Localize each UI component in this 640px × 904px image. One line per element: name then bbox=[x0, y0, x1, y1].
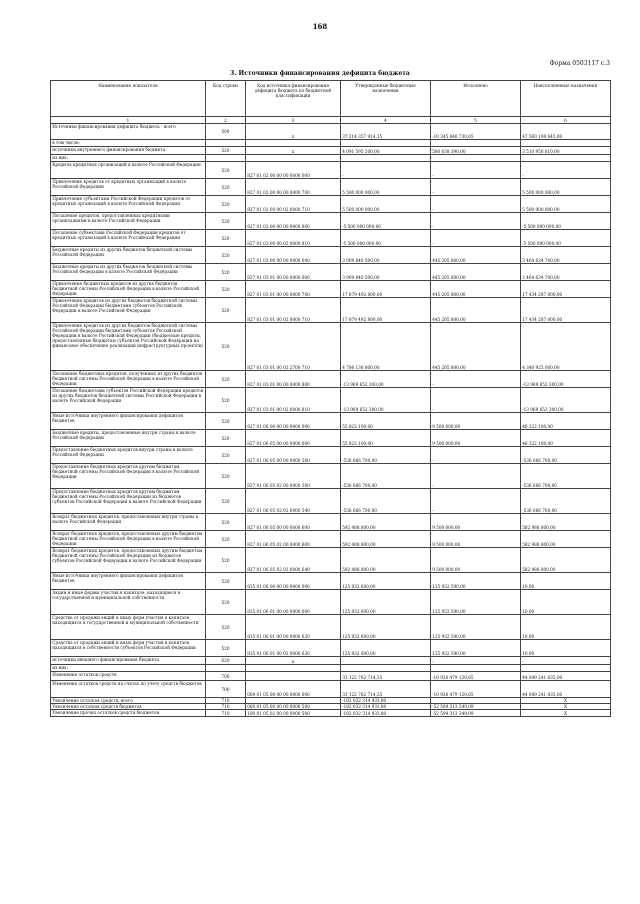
row-name: Предоставление бюджетных кредитов другим бюджетам бюджетной системы Российской Федерации из бюджетов субъектов Российской Федерации в валюте Российской Федерации bbox=[51, 489, 206, 514]
row-approved: 592 488 800,00 bbox=[341, 514, 431, 531]
row-approved bbox=[341, 155, 431, 162]
row-executed: - bbox=[431, 388, 521, 413]
row-unexecuted: 582 988 800,00 bbox=[521, 531, 611, 548]
row-executed bbox=[431, 665, 521, 672]
table-row bbox=[51, 447, 611, 464]
row-approved: 17 879 492 800,00 bbox=[341, 298, 431, 323]
row-unexecuted: -536 666 700,00 bbox=[521, 489, 611, 514]
row-code: 520 bbox=[206, 179, 246, 196]
row-name: Средства от продажи акций и иных форм участия в капитале, находящихся в государственной и муниципальной собственности bbox=[51, 615, 206, 640]
row-name: из них: bbox=[51, 665, 206, 672]
row-unexecuted: 5 500 000 000,00 bbox=[521, 179, 611, 196]
row-approved: -5 500 000 000,00 bbox=[341, 230, 431, 247]
row-executed: 445 205 800,00 bbox=[431, 264, 521, 281]
row-code: 520 bbox=[206, 281, 246, 298]
row-approved: 5 500 000 000,00 bbox=[341, 196, 431, 213]
row-classification: 827 01 03 01 00 02 0000 810 bbox=[246, 388, 341, 413]
row-executed: - bbox=[431, 179, 521, 196]
page-number: 168 bbox=[312, 22, 328, 31]
table-row bbox=[51, 681, 611, 698]
row-approved: -182 032 314 933,80 bbox=[341, 698, 431, 704]
row-approved: 125 932 600,00 bbox=[341, 590, 431, 615]
row-executed: -52 599 313 349,09 bbox=[431, 710, 521, 717]
row-name: Погашение кредитов, предоставленных кредитными организациями в валюте Российской Федерации bbox=[51, 213, 206, 230]
table-row bbox=[51, 155, 611, 162]
row-approved bbox=[341, 665, 431, 672]
row-code: 710 bbox=[206, 698, 246, 704]
row-approved: 33 122 762 714,35 bbox=[341, 672, 431, 681]
table-row bbox=[51, 590, 611, 615]
row-executed: - bbox=[431, 464, 521, 489]
row-approved: -13 969 652 300,00 bbox=[341, 371, 431, 388]
row-unexecuted: 10,00 bbox=[521, 615, 611, 640]
row-classification: x bbox=[246, 124, 341, 140]
row-classification: 835 01 06 01 00 00 0000 630 bbox=[246, 615, 341, 640]
row-classification bbox=[246, 140, 341, 147]
table-row bbox=[51, 615, 611, 640]
table-row bbox=[51, 264, 611, 281]
row-approved: 5 500 000 000,00 bbox=[341, 179, 431, 196]
row-executed: -52 599 313 349,09 bbox=[431, 704, 521, 710]
row-unexecuted: 4 340 925 000,00 bbox=[521, 323, 611, 371]
row-approved: -182 032 314 933,80 bbox=[341, 710, 431, 717]
col-number: 5 bbox=[431, 117, 521, 124]
col-header-classification: Код источника финансирования дефицита бюджета по бюджетной классификации bbox=[246, 81, 341, 117]
table-row bbox=[51, 140, 611, 147]
row-code: 520 bbox=[206, 531, 246, 548]
row-unexecuted: X bbox=[521, 704, 611, 710]
row-name: из них: bbox=[51, 155, 206, 162]
table-row bbox=[51, 710, 611, 717]
row-unexecuted: 46 322 100,00 bbox=[521, 430, 611, 447]
row-executed: - bbox=[431, 162, 521, 179]
row-classification: 827 01 06 05 02 02 0000 640 bbox=[246, 548, 341, 573]
row-name: источники внутреннего финансирования бюджета bbox=[51, 147, 206, 155]
row-classification bbox=[246, 665, 341, 672]
section-title: 3. Источники финансирования дефицита бюджета bbox=[230, 70, 410, 77]
row-code: 520 bbox=[206, 548, 246, 573]
row-unexecuted: 46 322 100,00 bbox=[521, 413, 611, 430]
table-row bbox=[51, 147, 611, 155]
row-approved: -13 969 652 300,00 bbox=[341, 388, 431, 413]
row-unexecuted bbox=[521, 140, 611, 147]
table-row bbox=[51, 323, 611, 371]
row-approved bbox=[341, 140, 431, 147]
row-name: Привлечение кредитов от кредитных организаций в валюте Российской Федерации bbox=[51, 179, 206, 196]
row-executed: - bbox=[431, 213, 521, 230]
row-classification: 827 01 03 01 00 00 0000 000 bbox=[246, 264, 341, 281]
column-number-row bbox=[51, 117, 611, 124]
row-code bbox=[206, 155, 246, 162]
row-classification: 827 01 03 01 00 02 2700 710 bbox=[246, 323, 341, 371]
row-approved: 55 822 100,00 bbox=[341, 430, 431, 447]
row-name: Бюджетные кредиты из других бюджетов бюджетной системы Российской Федерации в валюте Российской Федерации bbox=[51, 264, 206, 281]
row-code: 520 bbox=[206, 298, 246, 323]
row-executed: 125 932 590,00 bbox=[431, 615, 521, 640]
row-classification: 835 01 06 01 00 00 0000 000 bbox=[246, 590, 341, 615]
row-code: 520 bbox=[206, 247, 246, 264]
col-header-unexecuted: Неисполненные назначения bbox=[521, 81, 611, 117]
row-code: 520 bbox=[206, 323, 246, 371]
row-code bbox=[206, 665, 246, 672]
table-row bbox=[51, 531, 611, 548]
row-name: Акции и иные формы участия в капитале, находящиеся в государственной и муниципальной собственности bbox=[51, 590, 206, 615]
row-executed bbox=[431, 140, 521, 147]
table-row bbox=[51, 124, 611, 140]
row-name: Увеличение прочих остатков средств бюджетов bbox=[51, 710, 206, 717]
col-number: 1 bbox=[51, 117, 206, 124]
row-code: 520 bbox=[206, 230, 246, 247]
row-classification: 827 01 06 05 00 00 0000 600 bbox=[246, 514, 341, 531]
row-executed: -10 926 479 120,65 bbox=[431, 672, 521, 681]
row-code: 520 bbox=[206, 514, 246, 531]
row-executed: 445 205 800,00 bbox=[431, 323, 521, 371]
row-classification: 827 01 06 05 02 00 0000 600 bbox=[246, 531, 341, 548]
row-approved: 3 909 840 500,00 bbox=[341, 247, 431, 264]
row-classification: 827 01 06 05 02 00 0000 500 bbox=[246, 464, 341, 489]
row-approved: 37 214 357 914,35 bbox=[341, 124, 431, 140]
row-code: 520 bbox=[206, 640, 246, 657]
row-name: Погашение субъектами Российской Федерации кредитов от кредитных организаций в валюте Российской Федерации bbox=[51, 230, 206, 247]
table-row bbox=[51, 640, 611, 657]
row-executed: 445 205 800,00 bbox=[431, 247, 521, 264]
row-code: 520 bbox=[206, 615, 246, 640]
table-row bbox=[51, 298, 611, 323]
row-unexecuted: 10,00 bbox=[521, 590, 611, 615]
row-executed: 125 932 590,00 bbox=[431, 640, 521, 657]
row-unexecuted bbox=[521, 155, 611, 162]
table-body bbox=[51, 124, 611, 717]
row-name: Изменение остатков средств на счетах по учету средств бюджетов bbox=[51, 681, 206, 698]
row-executed: 9 500 000,00 bbox=[431, 514, 521, 531]
table-header bbox=[51, 81, 611, 117]
row-unexecuted: 10,00 bbox=[521, 573, 611, 590]
row-classification: 827 01 03 00 00 00 0000 000 bbox=[246, 247, 341, 264]
col-header-code: Код строки bbox=[206, 81, 246, 117]
row-unexecuted: 10,00 bbox=[521, 640, 611, 657]
table-row bbox=[51, 464, 611, 489]
row-approved: 592 488 800,00 bbox=[341, 548, 431, 573]
row-name: Бюджетные кредиты из других бюджетов бюджетной системы Российской Федерации bbox=[51, 247, 206, 264]
row-executed: - bbox=[431, 657, 521, 665]
row-approved: 55 822 100,00 bbox=[341, 413, 431, 430]
row-unexecuted: 44 049 241 835,00 bbox=[521, 672, 611, 681]
row-unexecuted: 47 560 198 645,00 bbox=[521, 124, 611, 140]
row-executed: 9 500 000,00 bbox=[431, 531, 521, 548]
row-approved: 592 488 800,00 bbox=[341, 531, 431, 548]
table-row bbox=[51, 371, 611, 388]
table-row bbox=[51, 489, 611, 514]
row-name: источники внешнего финансирования бюджета bbox=[51, 657, 206, 665]
table-row bbox=[51, 179, 611, 196]
row-approved: - bbox=[341, 162, 431, 179]
row-unexecuted: X bbox=[521, 698, 611, 704]
table-row bbox=[51, 573, 611, 590]
row-approved: 125 932 600,00 bbox=[341, 615, 431, 640]
row-name: Увеличение остатков средств бюджетов bbox=[51, 704, 206, 710]
row-executed: 125 932 590,00 bbox=[431, 590, 521, 615]
row-name: Кредиты кредитных организаций в валюте Российской Федерации bbox=[51, 162, 206, 179]
row-code bbox=[206, 140, 246, 147]
row-code: 520 bbox=[206, 147, 246, 155]
row-classification: 000 01 05 00 00 00 0000 500 bbox=[246, 704, 341, 710]
row-unexecuted: -536 666 700,00 bbox=[521, 447, 611, 464]
row-executed: -10 345 840 730,65 bbox=[431, 124, 521, 140]
row-name: Предоставление бюджетных кредитов другим бюджетам бюджетной системы Российской Федерации в валюте Российской Федерации bbox=[51, 464, 206, 489]
row-unexecuted: 582 988 800,00 bbox=[521, 548, 611, 573]
row-approved: -5 500 000 000,00 bbox=[341, 213, 431, 230]
col-number: 3 bbox=[246, 117, 341, 124]
row-name: Увеличение остатков средств, всего bbox=[51, 698, 206, 704]
row-unexecuted: 3 464 634 700,00 bbox=[521, 247, 611, 264]
table-row bbox=[51, 665, 611, 672]
row-executed: 9 500 000,00 bbox=[431, 548, 521, 573]
table-row bbox=[51, 388, 611, 413]
row-code: 520 bbox=[206, 447, 246, 464]
row-executed: - bbox=[431, 489, 521, 514]
row-code: 520 bbox=[206, 489, 246, 514]
row-unexecuted: 5 500 000 000,00 bbox=[521, 196, 611, 213]
row-code: 520 bbox=[206, 388, 246, 413]
row-code: 700 bbox=[206, 672, 246, 681]
row-approved: 4 786 130 800,00 bbox=[341, 323, 431, 371]
row-approved: -536 666 700,00 bbox=[341, 489, 431, 514]
row-code: 520 bbox=[206, 464, 246, 489]
row-unexecuted: 17 434 287 000,00 bbox=[521, 281, 611, 298]
row-unexecuted: 3 510 956 810,00 bbox=[521, 147, 611, 155]
row-classification: 000 01 05 00 00 00 0000 000 bbox=[246, 681, 341, 698]
row-executed bbox=[431, 155, 521, 162]
row-classification: 827 01 06 05 00 00 0000 500 bbox=[246, 447, 341, 464]
row-code: 520 bbox=[206, 590, 246, 615]
row-classification: x bbox=[246, 147, 341, 155]
row-classification: 827 01 02 00 00 00 0000 800 bbox=[246, 213, 341, 230]
row-code: 520 bbox=[206, 162, 246, 179]
row-unexecuted: - bbox=[521, 162, 611, 179]
row-code: 710 bbox=[206, 710, 246, 717]
row-classification: 835 01 06 00 00 00 0000 000 bbox=[246, 573, 341, 590]
row-code: 520 bbox=[206, 430, 246, 447]
col-number: 2 bbox=[206, 117, 246, 124]
row-name: в том числе: bbox=[51, 140, 206, 147]
row-classification: 827 01 03 01 00 00 0000 800 bbox=[246, 371, 341, 388]
row-approved: - bbox=[341, 657, 431, 665]
row-executed: - bbox=[431, 371, 521, 388]
row-code: 520 bbox=[206, 413, 246, 430]
row-classification: 827 01 02 00 00 02 0000 810 bbox=[246, 230, 341, 247]
form-code: Форма 0503117 с.3 bbox=[549, 60, 610, 67]
row-classification: x bbox=[246, 657, 341, 665]
table-row bbox=[51, 672, 611, 681]
row-code: 500 bbox=[206, 124, 246, 140]
table-row bbox=[51, 657, 611, 665]
row-code: 520 bbox=[206, 371, 246, 388]
row-unexecuted: X bbox=[521, 710, 611, 717]
row-unexecuted: -5 500 000 000,00 bbox=[521, 230, 611, 247]
row-unexecuted: - bbox=[521, 657, 611, 665]
row-approved: 17 879 492 800,00 bbox=[341, 281, 431, 298]
row-classification: 100 01 05 02 00 00 0000 500 bbox=[246, 710, 341, 717]
row-unexecuted: 582 988 800,00 bbox=[521, 514, 611, 531]
row-classification bbox=[246, 155, 341, 162]
row-executed: - bbox=[431, 230, 521, 247]
row-approved: -536 666 700,00 bbox=[341, 447, 431, 464]
row-name: Иные источники внутреннего финансирования дефицитов бюджетов bbox=[51, 413, 206, 430]
table-row bbox=[51, 230, 611, 247]
row-unexecuted: 44 049 241 835,00 bbox=[521, 681, 611, 698]
row-classification: 827 01 02 00 00 00 0000 000 bbox=[246, 162, 341, 179]
row-approved: -536 666 700,00 bbox=[341, 464, 431, 489]
sources-table bbox=[50, 80, 611, 717]
table-row bbox=[51, 213, 611, 230]
row-executed: 580 638 390,00 bbox=[431, 147, 521, 155]
row-classification: 827 01 06 00 00 00 0000 000 bbox=[246, 413, 341, 430]
row-approved: -182 032 314 933,80 bbox=[341, 704, 431, 710]
row-name: Возврат бюджетных кредитов, предоставленных другим бюджетам бюджетной системы Российской Федерации из бюджетов субъектов Российской Федерации в валюте Российской Федерации bbox=[51, 548, 206, 573]
row-name: Бюджетные кредиты, предоставленные внутри страны в валюте Российской Федерации bbox=[51, 430, 206, 447]
row-executed: -10 926 479 120,65 bbox=[431, 681, 521, 698]
row-executed: - bbox=[431, 447, 521, 464]
row-unexecuted: 3 464 634 700,00 bbox=[521, 264, 611, 281]
row-classification: 827 01 02 00 00 02 0000 710 bbox=[246, 196, 341, 213]
row-classification: 827 01 06 05 00 00 0000 000 bbox=[246, 430, 341, 447]
table-row bbox=[51, 281, 611, 298]
row-unexecuted: 17 434 287 000,00 bbox=[521, 298, 611, 323]
row-executed: 445 205 800,00 bbox=[431, 281, 521, 298]
row-code: 520 bbox=[206, 213, 246, 230]
row-unexecuted: -5 500 000 000,00 bbox=[521, 213, 611, 230]
row-code: 700 bbox=[206, 681, 246, 698]
row-name: Привлечение бюджетных кредитов из других бюджетов бюджетной системы Российской Федерации в валюте Российской Федерации bbox=[51, 281, 206, 298]
row-name: Привлечение кредитов из других бюджетов бюджетной системы Российской Федерации бюджетами субъектов Российской Федерации в валюте Российской Федерации (бюджетные кредиты, предоставленные бюджетам субъектов Российской Федерации на финансовое обеспечение реализации инфраструктурных проектов) bbox=[51, 323, 206, 371]
row-approved: 3 909 840 500,00 bbox=[341, 264, 431, 281]
table-row bbox=[51, 196, 611, 213]
col-header-approved: Утвержденные бюджетные назначения bbox=[341, 81, 431, 117]
row-name: Иные источники внутреннего финансирования дефицитов бюджетов bbox=[51, 573, 206, 590]
row-name: Средства от продажи акций и иных форм участия в капитале, находящихся в собственности субъектов Российской Федерации bbox=[51, 640, 206, 657]
row-executed: - bbox=[431, 196, 521, 213]
table-row bbox=[51, 548, 611, 573]
row-approved: 4 091 595 200,00 bbox=[341, 147, 431, 155]
table-row bbox=[51, 247, 611, 264]
row-name: Возврат бюджетных кредитов, предоставленных другим бюджетам бюджетной системы Российской Федерации в валюте Российской Федерации bbox=[51, 531, 206, 548]
row-unexecuted: -13 969 652 300,00 bbox=[521, 388, 611, 413]
row-code: 520 bbox=[206, 264, 246, 281]
row-approved: 125 932 600,00 bbox=[341, 573, 431, 590]
row-code: 620 bbox=[206, 657, 246, 665]
row-name: Погашение бюджетных кредитов, полученных из других бюджетов бюджетной системы Российской Федерации в валюте Российской Федерации bbox=[51, 371, 206, 388]
row-executed: 445 205 800,00 bbox=[431, 298, 521, 323]
row-classification: 827 01 06 05 02 02 0000 540 bbox=[246, 489, 341, 514]
table-row bbox=[51, 514, 611, 531]
row-name: Привлечение субъектами Российской Федерации кредитов от кредитных организаций в валюте Российской Федерации bbox=[51, 196, 206, 213]
row-classification: 827 01 03 01 00 00 0000 700 bbox=[246, 281, 341, 298]
col-number: 6 bbox=[521, 117, 611, 124]
row-executed: 9 500 000,00 bbox=[431, 413, 521, 430]
row-name: Привлечение кредитов из других бюджетов бюджетной системы Российской Федерации бюджетами субъектов Российской Федерации в валюте Российской Федерации bbox=[51, 298, 206, 323]
row-unexecuted bbox=[521, 665, 611, 672]
row-name: Возврат бюджетных кредитов, предоставленных внутри страны в валюте Российской Федерации bbox=[51, 514, 206, 531]
row-approved: 33 122 762 714,35 bbox=[341, 681, 431, 698]
table-row bbox=[51, 430, 611, 447]
table-row bbox=[51, 162, 611, 179]
row-name: Изменение остатков средств bbox=[51, 672, 206, 681]
row-name: Погашение бюджетами субъектов Российской Федерации кредитов из других бюджетов бюджетной системы Российской Федерации в валюте Российской Федерации bbox=[51, 388, 206, 413]
row-name: Источники финансирования дефицита бюджета - всего bbox=[51, 124, 206, 140]
row-name: Предоставление бюджетных кредитов внутри страны в валюте Российской Федерации bbox=[51, 447, 206, 464]
table-row bbox=[51, 413, 611, 430]
row-classification bbox=[246, 672, 341, 681]
row-executed: 9 500 000,00 bbox=[431, 430, 521, 447]
col-header-name: Наименование показателя bbox=[51, 81, 206, 117]
row-classification: 827 01 03 01 00 02 0000 710 bbox=[246, 298, 341, 323]
col-header-executed: Исполнено bbox=[431, 81, 521, 117]
row-classification: 835 01 06 01 00 02 0000 630 bbox=[246, 640, 341, 657]
row-unexecuted: -536 666 700,00 bbox=[521, 464, 611, 489]
row-classification: 827 01 02 00 00 00 0000 700 bbox=[246, 179, 341, 196]
row-code: 520 bbox=[206, 573, 246, 590]
row-approved: 125 932 600,00 bbox=[341, 640, 431, 657]
row-unexecuted: -13 969 652 300,00 bbox=[521, 371, 611, 388]
row-code: 520 bbox=[206, 196, 246, 213]
row-code: 710 bbox=[206, 704, 246, 710]
row-executed: 125 932 590,00 bbox=[431, 573, 521, 590]
col-number: 4 bbox=[341, 117, 431, 124]
